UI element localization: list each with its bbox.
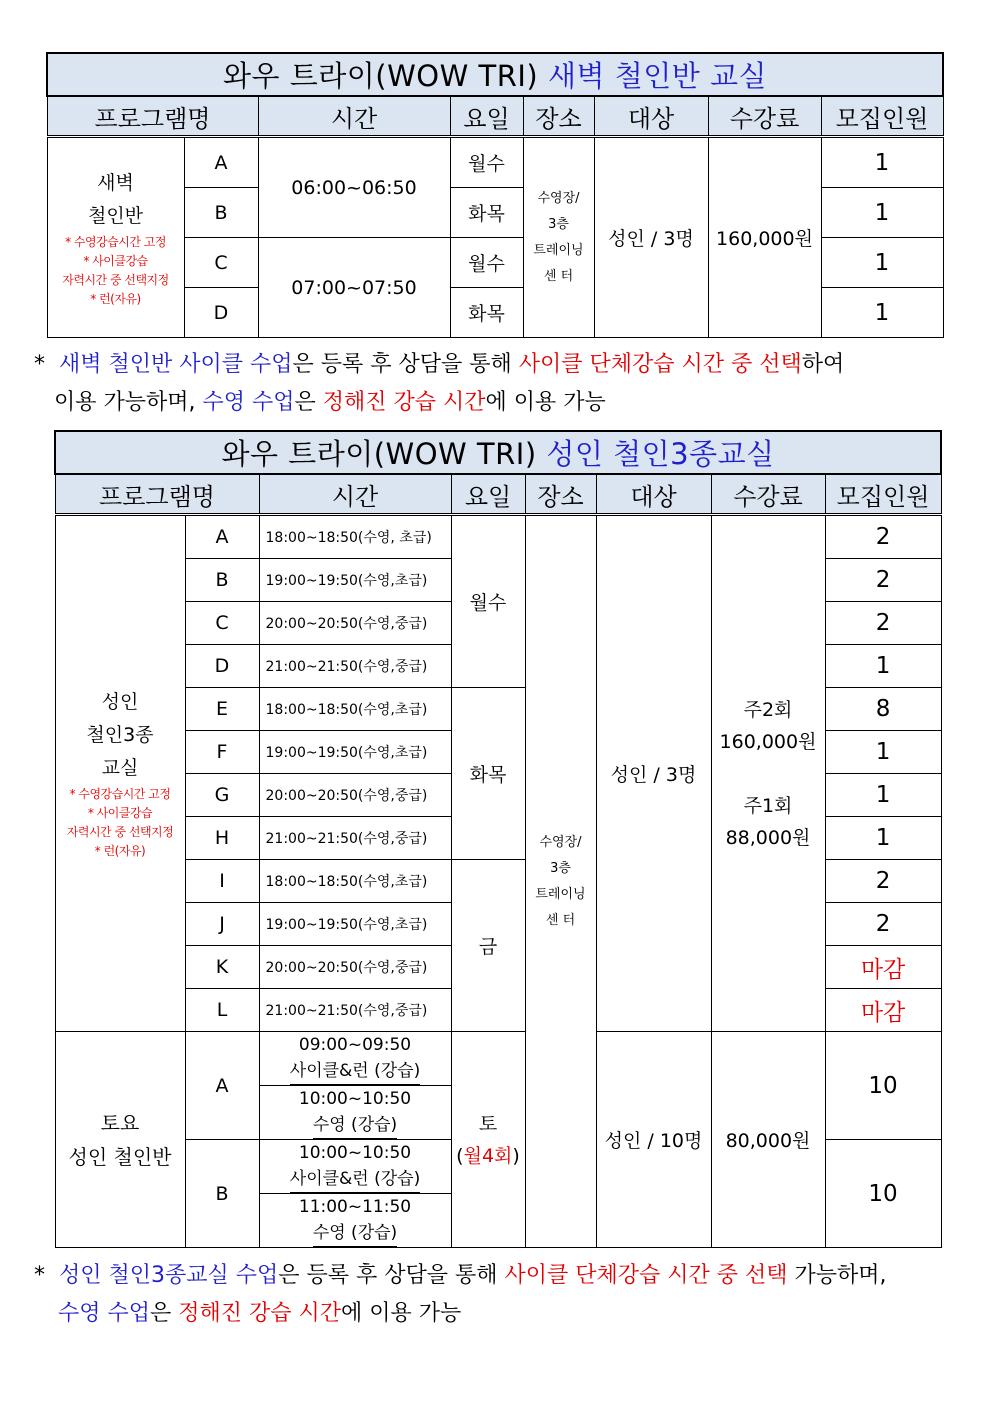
saturday-day-sub (452, 1140, 525, 1172)
title-blue-text: 성인 철인3종교실 (546, 437, 775, 471)
saturday-name-line: 토요 (100, 1110, 140, 1135)
program-note: * 런(자유) (94, 844, 146, 858)
note-line-2 (34, 384, 844, 422)
class-time: 18:00~18:50(수영,초급) (259, 860, 451, 903)
class-code: B (184, 188, 258, 238)
place-line: 센 터 (545, 912, 576, 928)
program-name-line: 철인3종 (86, 724, 154, 746)
count-cell: 마감 (825, 989, 941, 1032)
class-time: 21:00~21:50(수영,중급) (259, 989, 451, 1032)
adult-triathlon-table (54, 430, 942, 1248)
title-blue-text: 새벽 철인반 교실 (547, 59, 767, 93)
class-time: 20:00~20:50(수영,중급) (259, 774, 451, 817)
program-note: * 사이클강습 (83, 253, 148, 268)
note-text: 은 등록 후 상담을 통해 (292, 352, 519, 377)
dawn-class-table (46, 52, 944, 338)
class-code: C (184, 238, 258, 288)
note-line-1 (34, 1257, 887, 1295)
saturday-slot (259, 1140, 451, 1194)
saturday-slot (259, 1032, 451, 1086)
note-text: 은 등록 후 상담을 통해 (278, 1263, 505, 1288)
class-day: 화목 (450, 188, 523, 238)
class-code: G (185, 774, 259, 817)
class-time: 19:00~19:50(수영,초급) (259, 731, 451, 774)
fee-line: 160,000원 (719, 730, 817, 753)
note-line-1 (34, 346, 844, 384)
class-code: L (185, 989, 259, 1032)
class-code: K (185, 946, 259, 989)
place-line: 트레이닝 (535, 886, 586, 902)
slot-desc: 수영 (강습) (313, 1112, 397, 1139)
count-cell: 2 (825, 602, 941, 645)
target-cell: 성인 / 3명 (594, 137, 708, 338)
slot-time: 10:00~10:50 (298, 1089, 412, 1109)
note-text: 성인 철인3종교실 수업 (59, 1263, 279, 1288)
class-code: B (185, 559, 259, 602)
class-time: 20:00~20:50(수영,중급) (259, 602, 451, 645)
program-name-line: 성인 (101, 691, 139, 713)
fee-line: 주2회 (743, 698, 793, 721)
class-time: 21:00~21:50(수영,중급) (259, 645, 451, 688)
fee-line: 88,000원 (725, 826, 811, 849)
program-name-line: 새벽 (97, 171, 134, 194)
note-text: 수영 수업 (58, 1301, 151, 1326)
class-code: A (185, 1032, 259, 1140)
program-name-line: 철인반 (87, 204, 144, 227)
program-note: * 사이클강습 (87, 806, 153, 820)
fee-cell: 160,000원 (708, 137, 821, 338)
saturday-name-line: 성인 철인반 (68, 1144, 172, 1169)
adult-table-title (55, 431, 941, 474)
note-text: 가능하며, (787, 1263, 887, 1288)
header-target: 대상 (596, 474, 711, 515)
program-name-cell (47, 137, 184, 338)
slot-desc: 사이클&런 (강습) (290, 1166, 420, 1193)
saturday-target: 성인 / 10명 (596, 1032, 711, 1248)
note-line-2 (34, 1295, 887, 1333)
count-cell: 2 (825, 515, 941, 559)
class-time: 19:00~19:50(수영,초급) (259, 559, 451, 602)
count-cell: 1 (821, 137, 943, 188)
count-cell: 2 (825, 860, 941, 903)
paren: ) (512, 1144, 520, 1167)
class-day: 월수 (450, 238, 523, 288)
slot-time: 10:00~10:50 (298, 1143, 412, 1163)
class-day: 월수 (450, 137, 523, 188)
count-cell: 1 (825, 774, 941, 817)
slot-time: 11:00~11:50 (298, 1197, 412, 1217)
count-cell: 1 (825, 645, 941, 688)
note-text: 은 (294, 390, 323, 415)
class-code: F (185, 731, 259, 774)
count-cell: 1 (821, 238, 943, 288)
header-target: 대상 (594, 96, 708, 137)
class-code: E (185, 688, 259, 731)
note-text: 에 이용 가능 (341, 1301, 462, 1326)
slot-desc: 사이클&런 (강습) (290, 1058, 420, 1085)
place-line: 수영장/ (537, 190, 580, 206)
count-cell: 10 (825, 1140, 941, 1248)
class-time: 06:00~06:50 (258, 137, 450, 238)
class-day: 월수 (451, 515, 525, 688)
note-text: 이용 가능하며, (54, 390, 203, 415)
header-program: 프로그램명 (47, 96, 258, 137)
note-text: 새벽 철인반 사이클 수업 (59, 352, 293, 377)
class-time: 18:00~18:50(수영, 초급) (259, 515, 451, 559)
class-time: 07:00~07:50 (258, 238, 450, 338)
saturday-day: 토 (478, 1112, 498, 1135)
place-line: 트레이닝 (533, 242, 584, 258)
program-name-cell (55, 515, 185, 1032)
class-time: 21:00~21:50(수영,중급) (259, 817, 451, 860)
count-cell: 8 (825, 688, 941, 731)
header-time: 시간 (259, 474, 451, 515)
header-fee: 수강료 (708, 96, 821, 137)
class-time: 18:00~18:50(수영,초급) (259, 688, 451, 731)
count-cell: 2 (825, 903, 941, 946)
saturday-slot (259, 1086, 451, 1140)
note-text: 사이클 단체강습 시간 중 선택 (518, 352, 802, 377)
count-cell: 2 (825, 559, 941, 602)
note-text: 은 (150, 1301, 179, 1326)
class-code: B (185, 1140, 259, 1248)
adult-class-note (34, 1257, 887, 1333)
class-code: H (185, 817, 259, 860)
place-cell (525, 515, 596, 1248)
header-count: 모집인원 (825, 474, 941, 515)
fee-spacer (712, 758, 825, 790)
dawn-class-note (34, 346, 844, 422)
dawn-table-title (47, 53, 943, 96)
slot-desc: 수영 (강습) (313, 1220, 397, 1247)
place-line: 3층 (550, 860, 571, 876)
class-code: A (184, 137, 258, 188)
class-code: C (185, 602, 259, 645)
class-day: 화목 (450, 288, 523, 338)
count-cell: 1 (825, 731, 941, 774)
class-code: I (185, 860, 259, 903)
count-cell: 10 (825, 1032, 941, 1140)
saturday-name-cell (55, 1032, 185, 1248)
place-line: 센 터 (543, 268, 574, 284)
header-time: 시간 (258, 96, 450, 137)
count-cell: 1 (821, 288, 943, 338)
place-line: 수영장/ (539, 834, 582, 850)
fee-line: 주1회 (743, 794, 793, 817)
fee-cell (711, 515, 825, 1032)
class-code: A (185, 515, 259, 559)
title-black-text: 와우 트라이(WOW TRI) (223, 59, 539, 93)
target-cell: 성인 / 3명 (596, 515, 711, 1032)
note-text: 수영 수업 (202, 390, 295, 415)
header-count: 모집인원 (821, 96, 943, 137)
saturday-day-cell (451, 1032, 525, 1248)
program-name-line: 교실 (101, 757, 139, 779)
program-note: 자력시간 중 선택지정 (66, 825, 174, 839)
header-day: 요일 (450, 96, 523, 137)
class-code: D (184, 288, 258, 338)
saturday-slot (259, 1194, 451, 1248)
header-place: 장소 (523, 96, 594, 137)
note-text: 정해진 강습 시간 (178, 1301, 342, 1326)
paren: ( (456, 1144, 464, 1167)
note-text: 하여 (801, 352, 845, 377)
note-text: 사이클 단체강습 시간 중 선택 (504, 1263, 788, 1288)
header-program: 프로그램명 (55, 474, 259, 515)
note-star: * (34, 1263, 45, 1288)
note-text: 정해진 강습 시간 (322, 390, 486, 415)
count-cell: 1 (825, 817, 941, 860)
program-note: * 수영강습시간 고정 (69, 787, 171, 801)
header-day: 요일 (451, 474, 525, 515)
header-fee: 수강료 (711, 474, 825, 515)
program-note: * 수영강습시간 고정 (65, 234, 166, 249)
slot-time: 09:00~09:50 (298, 1035, 412, 1055)
class-code: D (185, 645, 259, 688)
header-place: 장소 (525, 474, 596, 515)
class-day: 금 (451, 860, 525, 1032)
class-day: 화목 (451, 688, 525, 860)
program-note: * 런(자유) (90, 291, 141, 306)
note-text: 에 이용 가능 (485, 390, 606, 415)
note-star: * (34, 352, 45, 377)
class-time: 19:00~19:50(수영,초급) (259, 903, 451, 946)
count-cell: 마감 (825, 946, 941, 989)
count-cell: 1 (821, 188, 943, 238)
title-black-text: 와우 트라이(WOW TRI) (221, 437, 537, 471)
class-code: J (185, 903, 259, 946)
program-note: 자력시간 중 선택지정 (62, 272, 169, 287)
place-line: 3층 (548, 216, 569, 232)
class-time: 20:00~20:50(수영,중급) (259, 946, 451, 989)
place-cell (523, 137, 594, 338)
saturday-fee: 80,000원 (711, 1032, 825, 1248)
monthly-count: 월4회 (463, 1144, 513, 1167)
